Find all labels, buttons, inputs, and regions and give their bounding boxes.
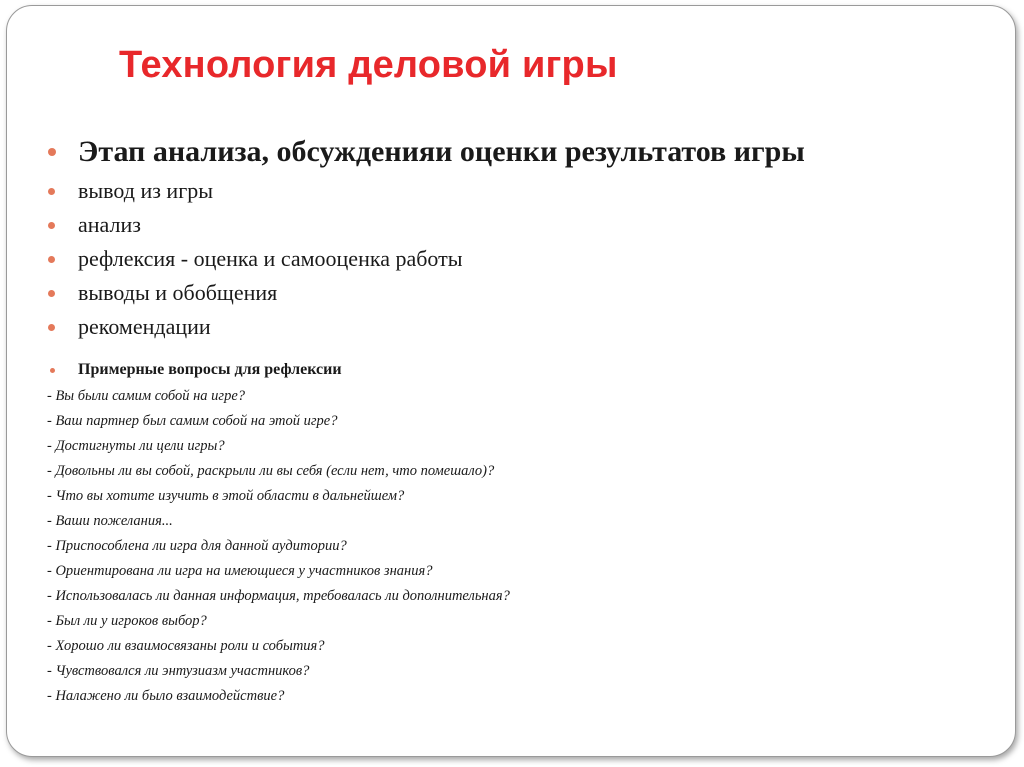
bullet-item-analysis [47, 208, 805, 242]
bullet-dot-icon [48, 148, 56, 156]
bullet-list [47, 130, 805, 344]
questions-heading [47, 358, 342, 382]
bullet-item-exit [47, 174, 805, 208]
bullet-text: выводы и обобщения [78, 280, 278, 305]
question-item: - Налажено ли было взаимодействие? [47, 688, 285, 704]
bullet-dot-icon [48, 188, 55, 195]
question-item: - Вы были самим собой на игре? [47, 388, 246, 404]
bullet-dot-icon [48, 256, 55, 263]
question-item: - Чувствовался ли энтузиазм участников? [47, 663, 310, 679]
question-item: - Ваш партнер был самим собой на этой игре? [47, 413, 338, 429]
question-item: - Использовалась ли данная информация, требовалась ли дополнительная? [47, 588, 510, 604]
bullet-dot-icon [50, 368, 55, 373]
question-item: - Ваши пожелания... [47, 513, 173, 529]
bullet-text: анализ [78, 212, 141, 237]
bullet-dot-icon [48, 290, 55, 297]
question-item: - Ориентирована ли игра на имеющиеся у участников знания? [47, 563, 433, 579]
slide-title: Технология деловой игры [119, 44, 618, 86]
question-list [47, 384, 510, 709]
bullet-dot-icon [48, 324, 55, 331]
question-item: - Что вы хотите изучить в этой области в дальнейшем? [47, 488, 405, 504]
bullet-item-stage [47, 130, 805, 174]
bullet-item-reflection [47, 242, 805, 276]
bullet-text: Этап анализа, обсужденияи оценки результатов игры [78, 135, 805, 168]
question-item: - Был ли у игроков выбор? [47, 613, 207, 629]
bullet-item-conclusions [47, 276, 805, 310]
bullet-text: рефлексия - оценка и самооценка работы [78, 246, 463, 271]
question-item: - Довольны ли вы собой, раскрыли ли вы себя (если нет, что помешало)? [47, 463, 495, 479]
question-item: - Приспособлена ли игра для данной аудитории? [47, 538, 347, 554]
question-item: - Достигнуты ли цели игры? [47, 438, 225, 454]
bullet-text: вывод из игры [78, 178, 214, 203]
slide-frame [6, 5, 1016, 757]
bullet-item-recommendations [47, 310, 805, 344]
bullet-dot-icon [48, 222, 55, 229]
question-item: - Хорошо ли взаимосвязаны роли и события? [47, 638, 325, 654]
questions-heading-text: Примерные вопросы для рефлексии [78, 361, 342, 378]
bullet-text: рекомендации [78, 314, 211, 339]
